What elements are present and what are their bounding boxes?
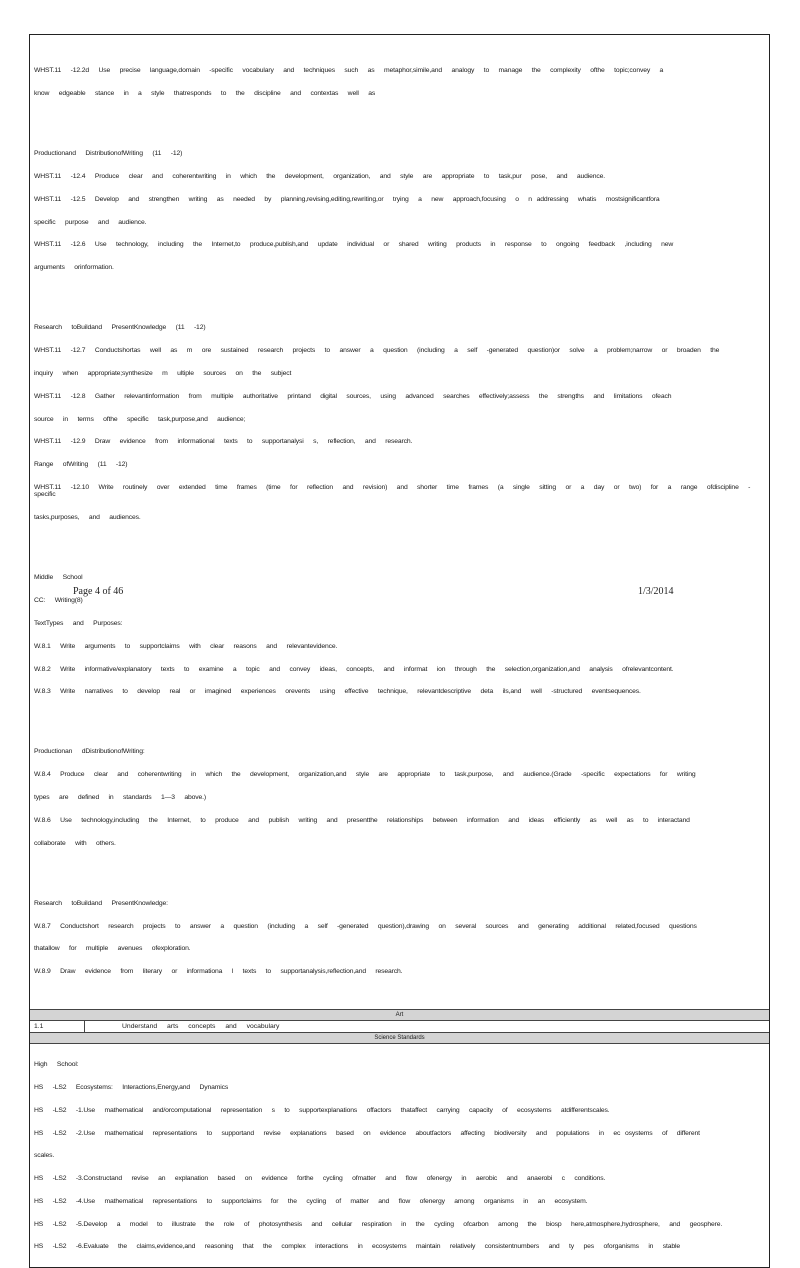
text-line: CC: Writing(8) <box>34 597 83 605</box>
text-line: HS -LS2 -3.Constructand revise an explanation based on evidence forthe cycling ofmatter and flow ofenergy in aerobic and anaerobi c conditions. <box>34 1175 606 1183</box>
text-line: source in terms ofthe specific task,purpose,and audience; <box>34 415 246 423</box>
text-line: HS -LS2 Ecosystems: Interactions,Energy,and Dynamics <box>34 1084 229 1091</box>
art-standard-text: Understand arts concepts and vocabulary <box>122 1023 280 1031</box>
text-line: W.8.3 Write narratives to develop real or imagined experiences orevents using effective technique, relevantdescriptive deta ils,and well -structured eventsequences. <box>34 688 641 696</box>
text-line: HS -LS2 -1.Use mathematical and/orcomputational representation s to supportexplanations offactors thataffect carrying capacity of ecosystems atdifferentscales. <box>34 1106 610 1114</box>
text-line: Research toBuildand PresentKnowledge: <box>34 899 168 907</box>
text-line: specific purpose and audience. <box>34 218 147 226</box>
text-line: WHST.11 -12.2d Use precise language,domain -specific vocabulary and techniques such as metaphor,simile,and analogy to manage the complexity ofthe topic;convey a <box>34 67 664 75</box>
block-middle-school-writing <box>34 559 769 711</box>
art-standard-row <box>30 1021 769 1033</box>
science-standards-cell <box>30 1044 769 1267</box>
text-line: W.8.4 Produce clear and coherentwriting in which the development, organization,and style are appropriate to task,purpose, and audience.(Grade -specific expectations for writing <box>34 771 696 779</box>
text-line: W.8.7 Conductshort research projects to answer a question (including a self -generated question),drawing on several sources and generating additional related,focused questions <box>34 922 697 930</box>
text-line: W.8.1 Write arguments to supportclaims with clear reasons and relevantevidence. <box>34 642 338 650</box>
text-line: HS -LS2 -6.Evaluate the claims,evidence,and reasoning that the complex interactions in ecosystems maintain relatively consistentnumbers and ty pes oforganisms in stable <box>34 1243 681 1251</box>
text-line: W.8.2 Write informative/explanatory texts to examine a topic and convey ideas, concepts, and informat ion through the selection,organization,and analysis ofrelevantcontent. <box>34 665 674 673</box>
text-line: Middle School <box>34 574 83 582</box>
block-whst-production <box>34 135 769 287</box>
text-line: WHST.11 -12.10 Write routinely over extended time frames (time for reflection and revision) and shorter time frames (a single sitting or a day or two) for a range ofdiscipline -specific <box>34 483 751 499</box>
text-line: WHST.11 -12.7 Conductshortas well as m ore sustained research projects to answer a question (including a self -generated question)or solve a problem;narrow or broaden the <box>34 347 720 355</box>
text-line: W.8.9 Draw evidence from literary or informationa l texts to supportanalysis,reflection,and research. <box>34 968 403 976</box>
text-line: Productionan dDistributionofWriting: <box>34 748 145 756</box>
block-middle-school-production <box>34 733 769 862</box>
block-middle-school-research <box>34 885 769 991</box>
text-line: WHST.11 -12.4 Produce clear and coherentwriting in which the development, organization, and style are appropriate to task,pur pose, and audience. <box>34 173 605 181</box>
text-line: WHST.11 -12.9 Draw evidence from informational texts to supportanalysi s, reflection, and research. <box>34 438 413 446</box>
text-line: HS -LS2 -4.Use mathematical representations to supportclaims for the cycling of matter and flow ofenergy among organisms in an ecosystem. <box>34 1197 588 1205</box>
text-line: Productionand DistributionofWriting (11 -12) <box>34 150 183 158</box>
text-line: W.8.6 Use technology,including the Internet, to produce and publish writing and presentthe relationships between information and ideas efficiently as well as to interactand <box>34 816 690 824</box>
document-date: 1/3/2014 <box>638 586 674 597</box>
text-line: know edgeable stance in a style thatresponds to the discipline and contextas well as <box>34 90 376 98</box>
text-line: arguments orinformation. <box>34 264 114 272</box>
text-line: scales. <box>34 1152 55 1160</box>
text-line: Range ofWriting (11 -12) <box>34 461 128 469</box>
text-line: WHST.11 -12.5 Develop and strengthen writing as needed by planning,revising,editing,rewriting,or trying a new approach,focusing o n addressing whatis mostsignificantfora <box>34 195 660 203</box>
text-line: WHST.11 -12.8 Gather relevantinformation from multiple authoritative printand digital sources, using advanced searches effectively;assess the strengths and limitations ofeach <box>34 392 672 400</box>
standards-table <box>29 34 770 1268</box>
text-line: thatallow for multiple avenues ofexploration. <box>34 945 191 953</box>
block-whst-language <box>34 52 769 113</box>
writing-standards-cell <box>30 35 769 1009</box>
text-line: types are defined in standards 1—3 above.) <box>34 794 206 801</box>
art-standard-number: 1.1 <box>30 1021 85 1032</box>
text-line: HS -LS2 -2.Use mathematical representations to supportand revise explanations based on evidence aboutfactors affecting biodiversity and populations in ec osystems of different <box>34 1129 700 1137</box>
text-line: tasks,purposes, and audiences. <box>34 514 141 522</box>
text-line: WHST.11 -12.6 Use technology, including the Internet,to produce,publish,and update individual or shared writing products in response to ongoing feedback ,including new <box>34 241 674 249</box>
text-line: TextTypes and Purposes: <box>34 619 123 627</box>
text-line: collaborate with others. <box>34 839 116 847</box>
block-whst-research <box>34 309 769 537</box>
text-line: HS -LS2 -5.Develop a model to illustrate the role of photosynthesis and cellular respiration in the cycling ofcarbon among the biosp here,atmosphere,hydrosphere, and geosphere. <box>34 1220 723 1228</box>
text-line: Research toBuildand PresentKnowledge (11 -12) <box>34 324 206 332</box>
text-line: inquiry when appropriate;synthesize m ultiple sources on the subject <box>34 369 292 377</box>
text-line: High School: <box>34 1061 79 1069</box>
science-section-header: Science Standards <box>30 1033 769 1044</box>
art-section-header: Art <box>30 1009 769 1021</box>
page-number: Page 4 of 46 <box>73 586 124 597</box>
